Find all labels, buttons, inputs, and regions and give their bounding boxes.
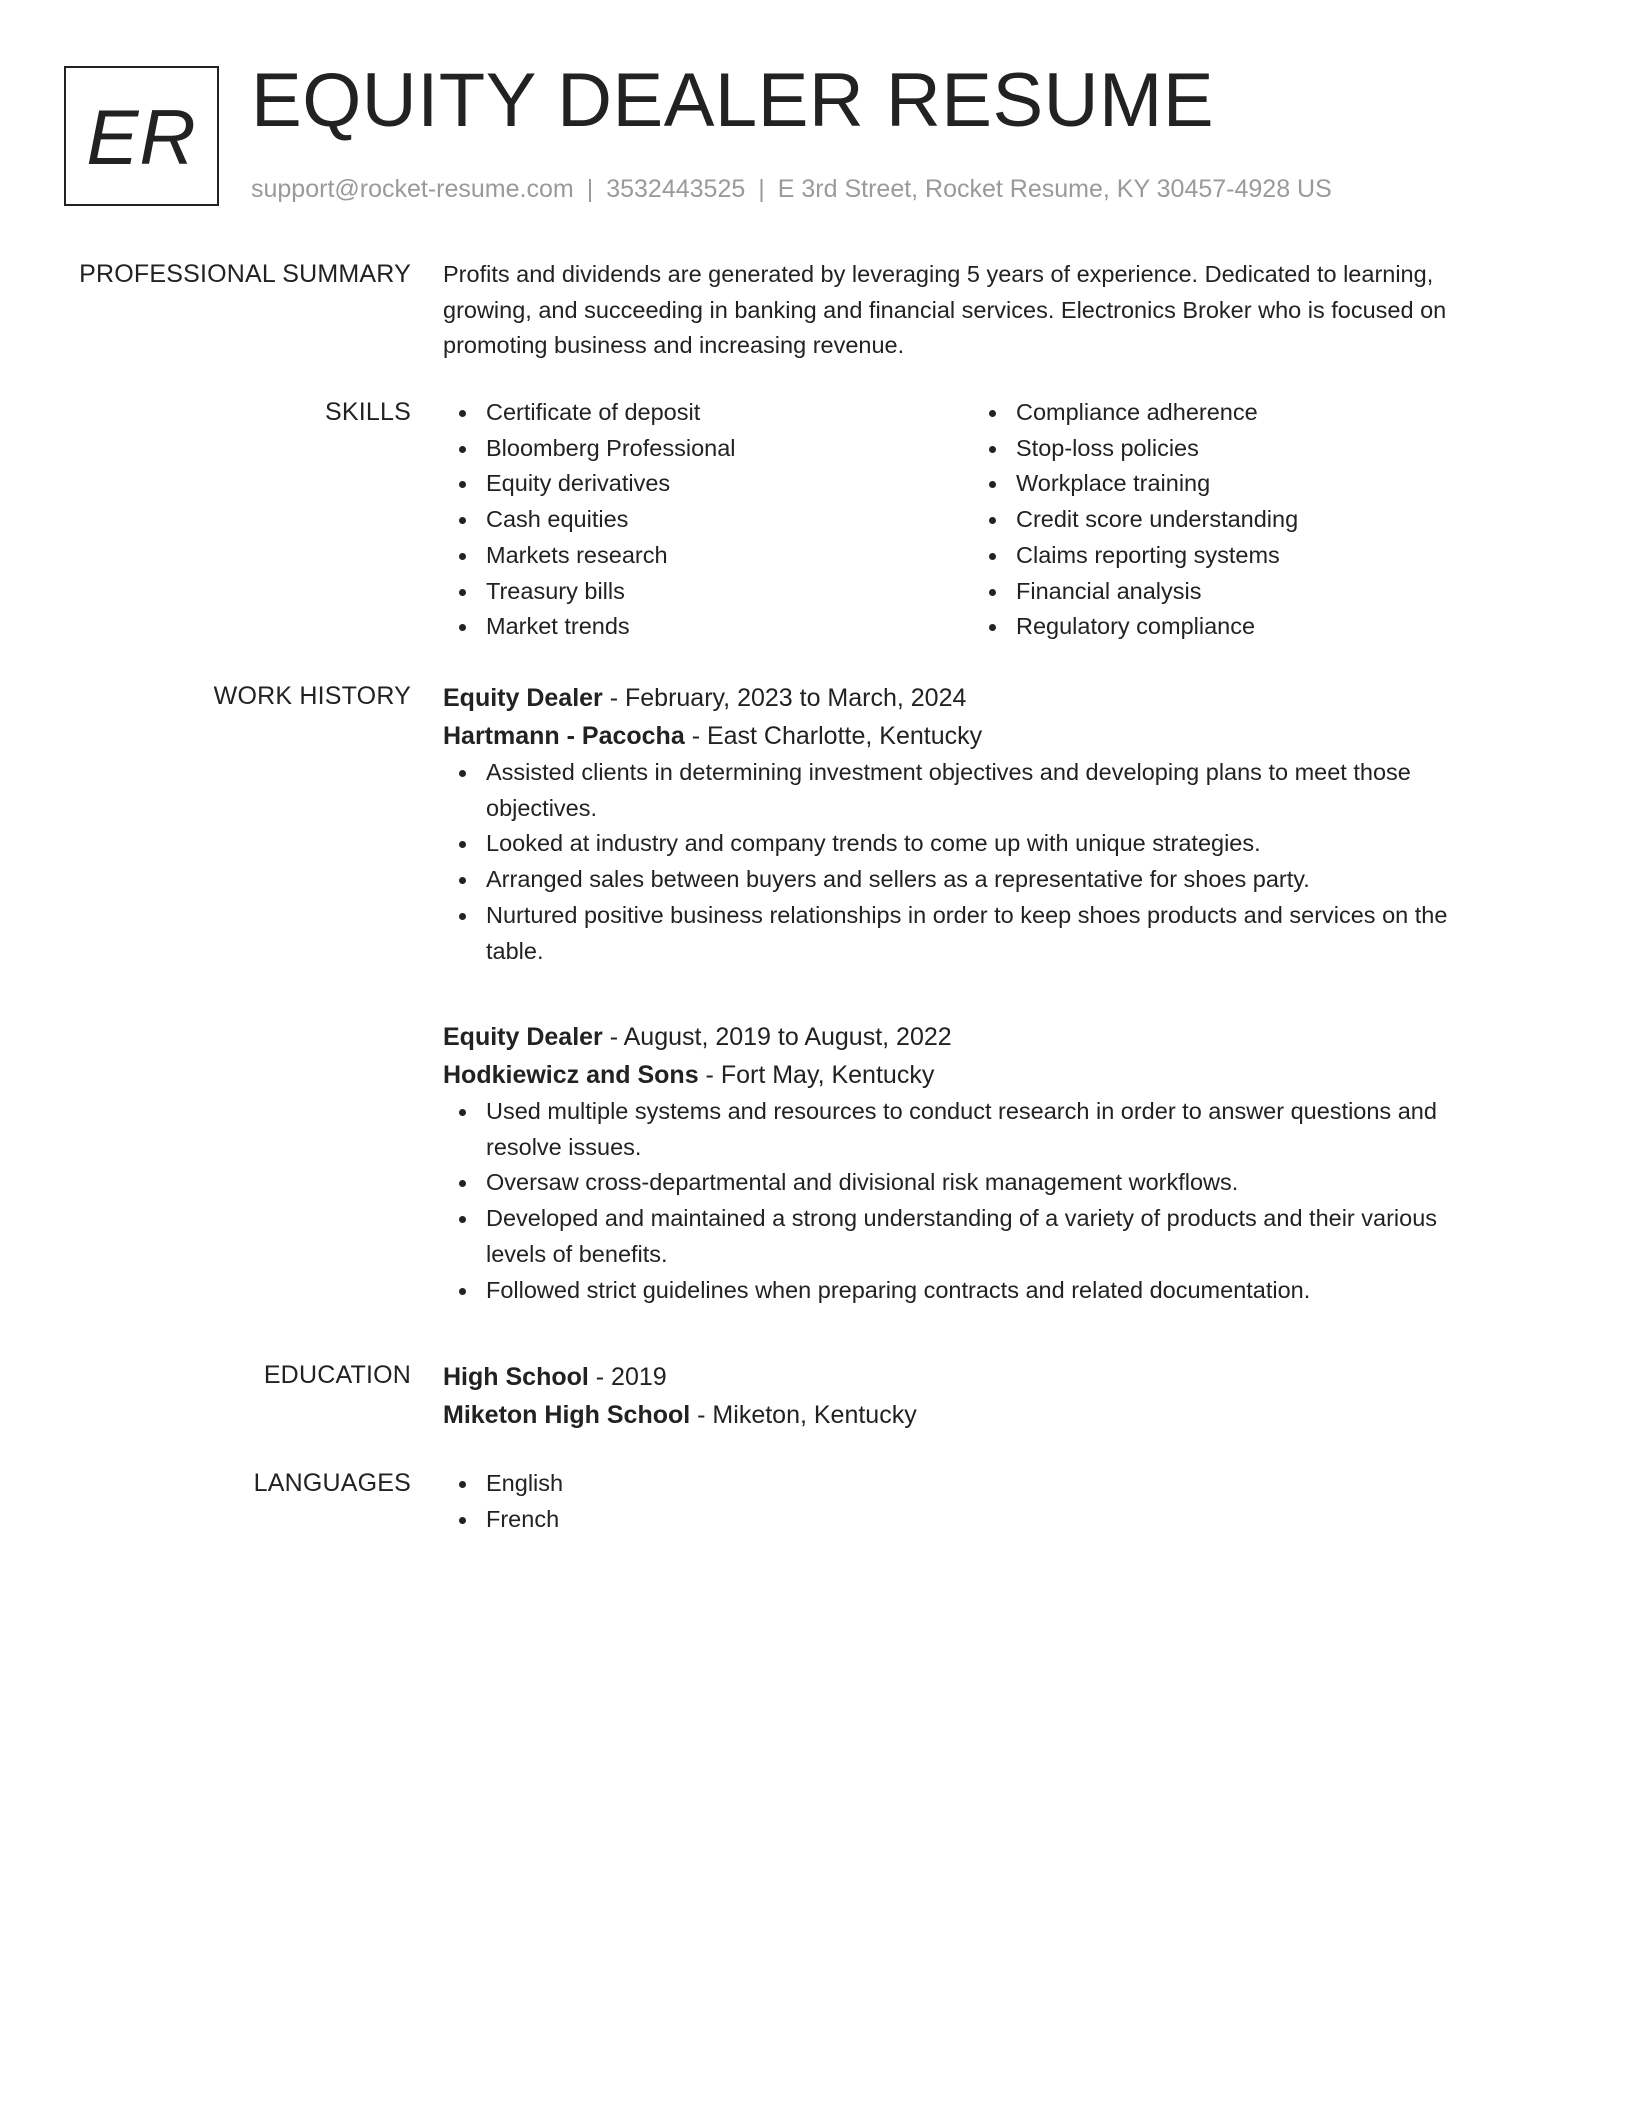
job-company: Hartmann - Pacocha [443,722,685,750]
job-duties-list [443,1094,1503,1308]
job-title: Equity Dealer [443,684,603,712]
education-school: Miketon High School [443,1401,691,1429]
job-dates: - August, 2019 to August, 2022 [602,1023,952,1051]
contact-separator: | [758,175,765,203]
job-title-line [443,1018,1503,1056]
skill-item: Regulatory compliance [973,609,1503,645]
job-company-line [443,1056,1503,1094]
languages-heading: LANGUAGES [253,1469,411,1497]
skill-item: Claims reporting systems [973,538,1503,574]
summary-text: Profits and dividends are generated by leveraging 5 years of experience. Dedicated to learning, growing, and succeeding in banking and financial services. Electronics Broker who is focused on promoting business and increasing revenue. [443,261,1447,359]
education-heading: EDUCATION [263,1361,411,1389]
job-duty: Looked at industry and company trends to come up with unique strategies. [443,826,1503,862]
education-location: - Miketon, Kentucky [690,1401,917,1429]
job-entry [443,1018,1503,1308]
job-duty: Nurtured positive business relationships in order to keep shoes products and services on the table. [443,898,1503,969]
skill-item: Financial analysis [973,574,1503,610]
contact-line [251,172,1332,206]
contact-phone[interactable]: 3532443525 [606,175,746,203]
skills-body [443,395,1503,645]
job-dates: - February, 2023 to March, 2024 [602,684,967,712]
summary-body [443,257,1503,364]
skill-item: Markets research [443,538,973,574]
job-company-line [443,717,1503,755]
language-item: French [443,1502,1503,1538]
job-company: Hodkiewicz and Sons [443,1061,699,1089]
job-duty: Used multiple systems and resources to conduct research in order to answer questions and resolve issues. [443,1094,1503,1165]
contact-separator: | [586,175,594,203]
contact-address: E 3rd Street, Rocket Resume, KY 30457-4928 US [777,175,1332,203]
job-duty: Arranged sales between buyers and sellers as a representative for shoes party. [443,862,1503,898]
education-degree: High School [443,1363,589,1391]
summary-heading: PROFESSIONAL SUMMARY [79,260,411,288]
languages-body [443,1466,1503,1537]
skill-item: Credit score understanding [973,502,1503,538]
skills-list-right [973,395,1503,645]
skill-item: Compliance adherence [973,395,1503,431]
job-title: Equity Dealer [443,1023,603,1051]
skill-item: Bloomberg Professional [443,431,973,467]
language-item: English [443,1466,1503,1502]
skill-item: Certificate of deposit [443,395,973,431]
job-title-line [443,679,1503,717]
job-duties-list [443,755,1503,969]
monogram-initials: ER [86,92,197,181]
skill-item: Equity derivatives [443,466,973,502]
work-history-heading: WORK HISTORY [213,682,411,710]
job-location: - Fort May, Kentucky [698,1061,935,1089]
education-school-line [443,1396,1503,1434]
job-duty: Followed strict guidelines when preparing contracts and related documentation. [443,1273,1503,1309]
skill-item: Treasury bills [443,574,973,610]
skill-item: Cash equities [443,502,973,538]
education-year: - 2019 [588,1363,667,1391]
job-location: - East Charlotte, Kentucky [684,722,983,750]
job-duty: Oversaw cross-departmental and divisional risk management workflows. [443,1165,1503,1201]
skill-item: Stop-loss policies [973,431,1503,467]
education-body [443,1358,1503,1434]
contact-email[interactable]: support@rocket-resume.com [251,175,574,203]
job-duty: Assisted clients in determining investment objectives and developing plans to meet those objectives. [443,755,1503,826]
skill-item: Workplace training [973,466,1503,502]
monogram-box [64,66,219,206]
resume-title: EQUITY DEALER RESUME [251,58,1215,143]
languages-list [443,1466,1503,1537]
job-entry [443,679,1503,969]
job-duty: Developed and maintained a strong understanding of a variety of products and their various levels of benefits. [443,1201,1503,1272]
skills-heading: SKILLS [325,398,411,426]
skills-list-left [443,395,973,645]
skill-item: Market trends [443,609,973,645]
education-degree-line [443,1358,1503,1396]
